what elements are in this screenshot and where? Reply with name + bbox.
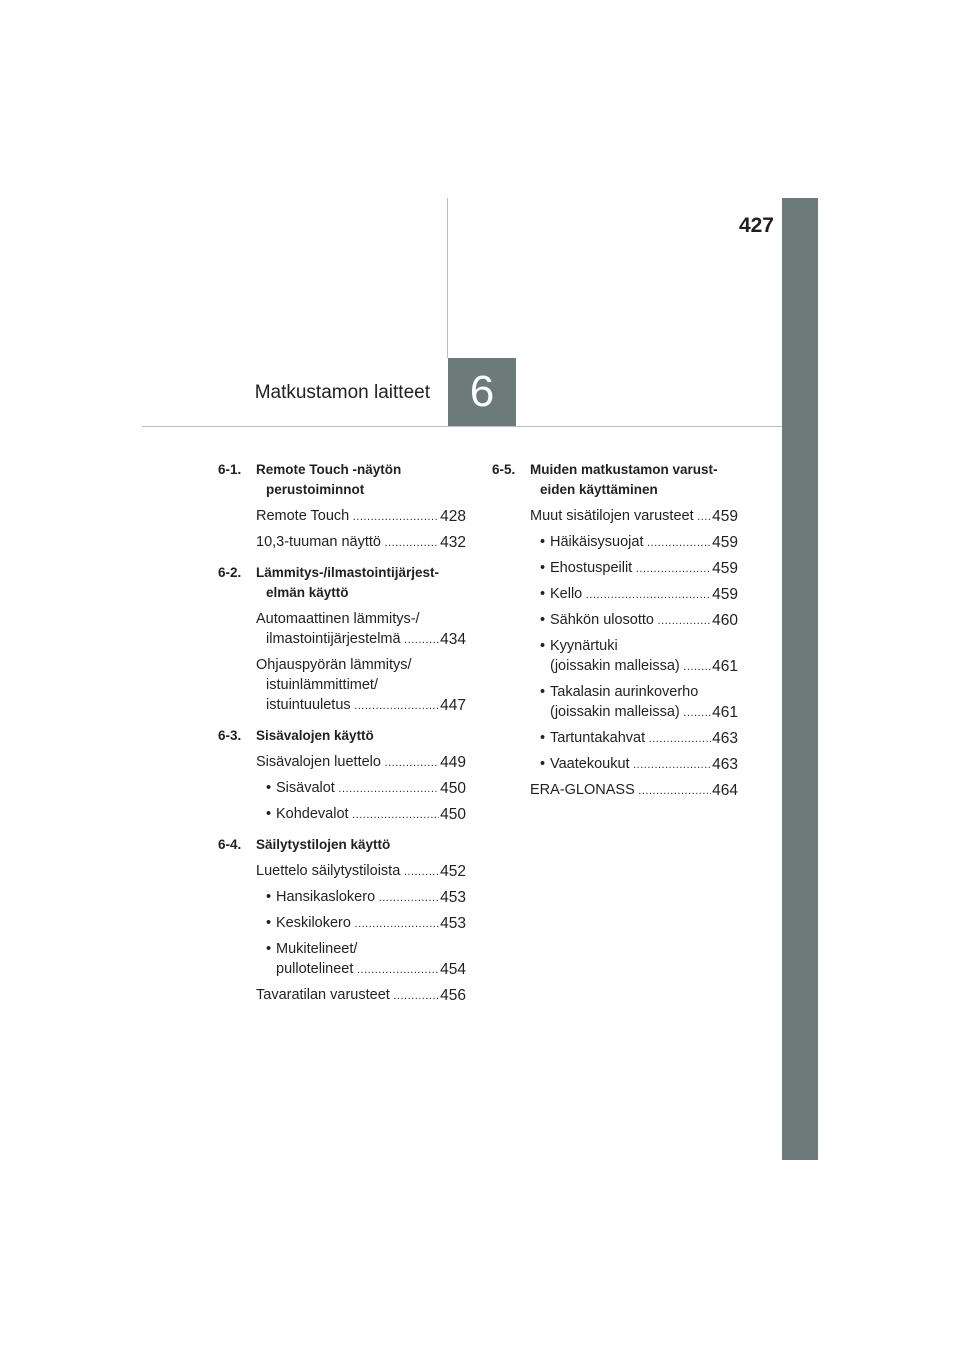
toc-entry-text: 10,3-tuuman näyttö ..... [256, 532, 439, 553]
bullet-icon: • [266, 806, 272, 822]
toc-entry-line: (joissakin malleissa) ..... [540, 656, 711, 677]
header-vertical-rule [447, 198, 448, 358]
bullet-icon: • [540, 534, 546, 550]
toc-entry-text: Luettelo säilytystiloista ..... [256, 861, 439, 882]
toc-entry[interactable] [492, 636, 738, 677]
toc-entry[interactable] [492, 682, 738, 723]
toc-entry-line: Ohjauspyörän lämmitys/ [256, 657, 412, 673]
toc-entry-page: 461 [712, 658, 738, 675]
toc-entry[interactable] [492, 532, 738, 553]
page-number: 427 [738, 214, 774, 237]
toc-entry-page: 453 [440, 915, 466, 932]
toc-entry[interactable] [492, 506, 738, 527]
toc-entry[interactable] [218, 609, 466, 650]
toc-entry-page: 453 [440, 889, 466, 906]
toc-entry[interactable] [492, 728, 738, 749]
toc-section-heading [218, 726, 466, 746]
toc-section-number: 6-2. [218, 565, 242, 580]
toc-entry-text: • Kello ..... [540, 584, 711, 605]
toc-entry-text [540, 682, 711, 723]
toc-entry-text [256, 609, 439, 650]
toc-section-title[interactable]: Muiden matkustamon varust-eiden käyttäminen [530, 462, 718, 497]
toc-entry-line: (joissakin malleissa) ..... [540, 702, 711, 723]
toc-entry[interactable] [218, 939, 466, 980]
toc-entry-text: • Ehostuspeilit ..... [540, 558, 711, 579]
toc-entry[interactable] [492, 780, 738, 801]
toc-entry-text: • Sisävalot ..... [266, 778, 439, 799]
toc-section [492, 460, 738, 801]
toc-entry-text: • Tartuntakahvat ..... [540, 728, 711, 749]
toc-section-heading [492, 460, 738, 500]
toc-entry[interactable] [492, 584, 738, 605]
toc-section-heading [218, 460, 466, 500]
chapter-side-tab [782, 198, 818, 1160]
toc-entry[interactable] [218, 985, 466, 1006]
bullet-icon: • [540, 684, 546, 700]
bullet-icon: • [540, 730, 546, 746]
bullet-icon: • [266, 941, 272, 957]
toc-entry-text: Tavaratilan varusteet ..... [256, 985, 439, 1006]
toc-entry-page: 450 [440, 780, 466, 797]
toc-entry-text: • Häikäisysuojat ..... [540, 532, 711, 553]
toc-section-title[interactable]: Sisävalojen käyttö [256, 728, 374, 743]
toc-entry-page: 450 [440, 806, 466, 823]
toc-section-number: 6-4. [218, 837, 242, 852]
chapter-title: Matkustamon laitteet [254, 382, 430, 403]
toc-entry-text: Sisävalojen luettelo ..... [256, 752, 439, 773]
toc-entry-line: • Mukitelineet/ [266, 941, 358, 957]
bullet-icon: • [266, 889, 272, 905]
toc-entry-text: • Hansikaslokero ..... [266, 887, 439, 908]
toc-entry[interactable] [218, 752, 466, 773]
toc-entry-page: 449 [440, 754, 466, 771]
toc-section-number: 6-5. [492, 462, 516, 477]
toc-left-column [218, 460, 466, 1016]
toc-entry[interactable] [492, 610, 738, 631]
toc-entry-text [540, 636, 711, 677]
toc-right-column [492, 460, 738, 811]
toc-entry-line: • Kyynärtuki [540, 638, 618, 654]
bullet-icon: • [540, 638, 546, 654]
toc-entry[interactable] [218, 655, 466, 716]
toc-section-title[interactable]: Lämmitys-/ilmastointijärjest-elmän käyttö [256, 565, 440, 600]
toc-entry-page: 463 [712, 756, 738, 773]
toc-entry-text: Remote Touch ..... [256, 506, 439, 527]
toc-entry-line: istuintuuletus ..... [256, 695, 439, 716]
toc-entry-text: Muut sisätilojen varusteet ..... [530, 506, 711, 527]
toc-entry-page: 459 [712, 586, 738, 603]
toc-entry[interactable] [218, 804, 466, 825]
toc-entry-text: • Sähkön ulosotto ..... [540, 610, 711, 631]
toc-entry-line: pullotelineet ..... [266, 959, 439, 980]
toc-entry-page: 464 [712, 782, 738, 799]
toc-entry-page: 463 [712, 730, 738, 747]
toc-entry-text: • Kohdevalot ..... [266, 804, 439, 825]
toc-section [218, 726, 466, 825]
toc-section-title[interactable]: Remote Touch -näytön perustoiminnot [256, 462, 402, 497]
toc-section-heading [218, 835, 466, 855]
toc-entry-line: • Takalasin aurinkoverho [540, 684, 699, 700]
toc-entry-text: ERA-GLONASS ..... [530, 780, 711, 801]
toc-section [218, 460, 466, 553]
toc-entry-line: Automaattinen lämmitys-/ [256, 611, 420, 627]
toc-entry-text [266, 939, 439, 980]
toc-section-number: 6-3. [218, 728, 242, 743]
toc-entry-page: 447 [440, 697, 466, 714]
toc-entry-line: istuinlämmittimet/ [266, 677, 378, 693]
toc-entry-page: 434 [440, 631, 466, 648]
toc-section [218, 563, 466, 716]
bullet-icon: • [540, 612, 546, 628]
toc-entry-page: 461 [712, 704, 738, 721]
toc-entry[interactable] [218, 532, 466, 553]
toc-entry-text: • Keskilokero ..... [266, 913, 439, 934]
toc-entry-page: 459 [712, 534, 738, 551]
toc-entry-page: 428 [440, 508, 466, 525]
toc-entry[interactable] [218, 913, 466, 934]
bullet-icon: • [540, 560, 546, 576]
bullet-icon: • [266, 915, 272, 931]
toc-entry[interactable] [218, 861, 466, 882]
bullet-icon: • [540, 586, 546, 602]
toc-entry[interactable] [218, 887, 466, 908]
toc-entry[interactable] [492, 558, 738, 579]
toc-section-heading [218, 563, 466, 603]
toc-section-title[interactable]: Säilytystilojen käyttö [256, 837, 391, 852]
toc-entry-page: 459 [712, 560, 738, 577]
toc-entry-page: 459 [712, 508, 738, 525]
toc-section-number: 6-1. [218, 462, 242, 477]
toc-entry-text: • Vaatekoukut ..... [540, 754, 711, 775]
toc-section [218, 835, 466, 1006]
toc-entry[interactable] [218, 778, 466, 799]
toc-entry-line: ilmastointijärjestelmä ..... [256, 629, 439, 650]
chapter-number-box: 6 [448, 358, 516, 426]
bullet-icon: • [540, 756, 546, 772]
toc-entry-page: 432 [440, 534, 466, 551]
toc-entry[interactable] [218, 506, 466, 527]
toc-entry[interactable] [492, 754, 738, 775]
bullet-icon: • [266, 780, 272, 796]
toc-entry-page: 456 [440, 987, 466, 1004]
header-horizontal-rule [142, 426, 782, 427]
toc-entry-page: 460 [712, 612, 738, 629]
toc-entry-page: 454 [440, 961, 466, 978]
toc-entry-page: 452 [440, 863, 466, 880]
toc-entry-text [256, 655, 439, 716]
